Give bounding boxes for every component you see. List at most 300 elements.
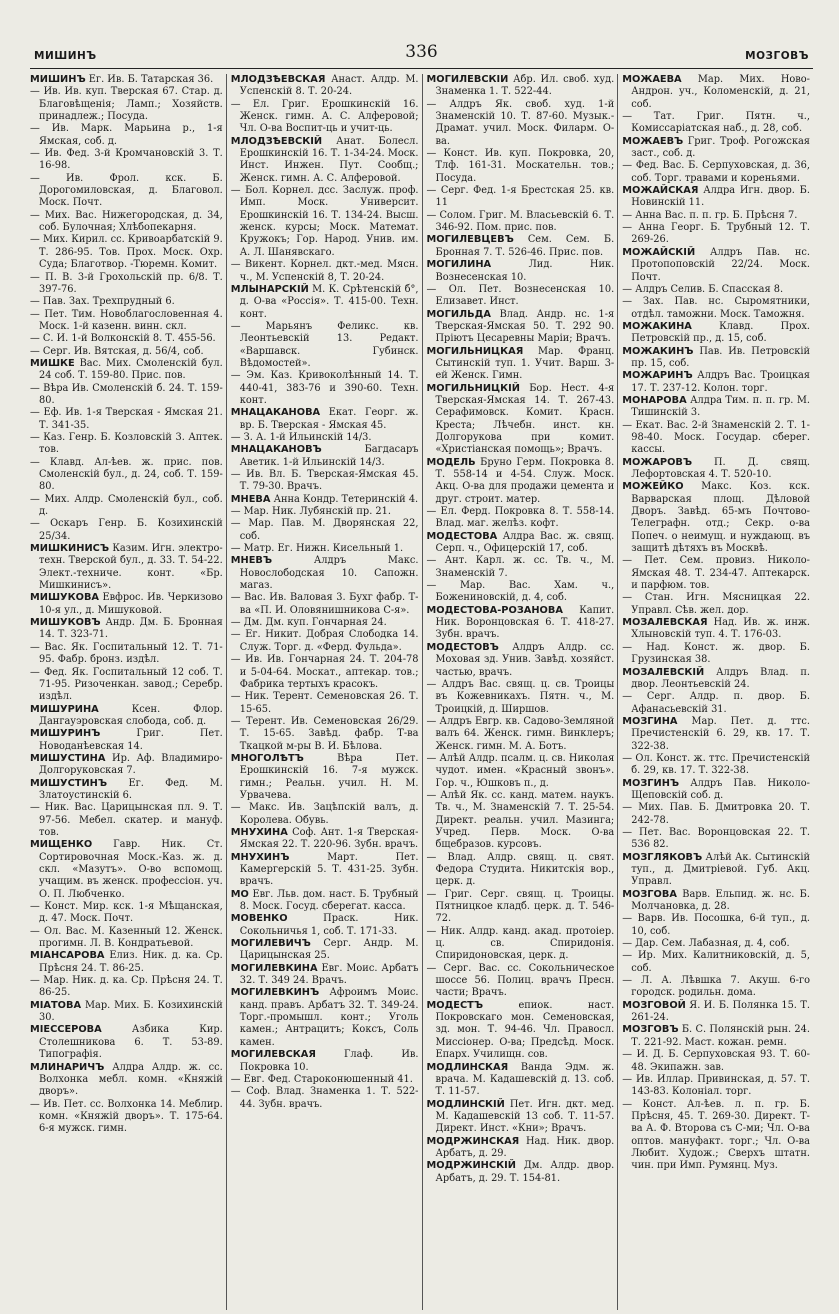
directory-entry <box>622 185 810 210</box>
entry-details: Пет. Игн. дкт. мед. М. Кадашевскій 13 соб. Т. 11-57. Директ. Инст. «Кни»; Врачъ. <box>435 1098 615 1135</box>
directory-entry <box>622 222 810 247</box>
entry-surname: МОНАРОВА <box>622 394 687 406</box>
directory-entry <box>30 592 223 617</box>
entry-details: Анат. Болесл. Ерошкинскій 16. Т. 1-34-24. Моск. Инст. Инжен. Пут. Сообщ.; Женск. гимн. А. С. Алферовой. <box>239 135 419 184</box>
column-2 <box>226 74 422 1310</box>
directory-entry <box>30 975 223 1000</box>
directory-entry <box>231 629 419 654</box>
directory-entry <box>622 160 810 185</box>
entry-details: — Ел. Григ. Ерошкинскій 16. Женск. гимн. А. С. Алферовой; Чл. О-ва Воспит-ць и учит-ць. <box>230 98 419 135</box>
entry-details: — Анна Вас. п. п. гр. Б. Прѣсня 7. <box>622 209 798 221</box>
directory-entry <box>231 691 419 716</box>
directory-entry <box>427 259 615 284</box>
directory-entry <box>30 346 223 358</box>
entry-surname: МИШУСТИНЪ <box>30 777 108 789</box>
entry-details: — Вѣра Ив. Смоленскій б. 24. Т. 159-80. <box>30 382 223 406</box>
directory-entry <box>231 370 419 407</box>
directory-entry <box>622 111 810 136</box>
entry-details: — Пет. Тим. Новоблагословенная 4. Моск. 1-й казенн. винн. скл. <box>30 308 223 332</box>
directory-entry <box>231 543 419 555</box>
entry-details: Капит. Ник. Воронцовская 6. Т. 418-27. Зубн. врачъ. <box>435 604 615 641</box>
directory-entry <box>231 889 419 914</box>
entry-surname: МИШКЕ <box>30 357 75 369</box>
directory-entry <box>427 926 615 963</box>
entry-details: Б. С. Полянскій рын. 24. Т. 221-92. Маст. кожан. ремн. <box>631 1024 810 1048</box>
directory-entry <box>30 272 223 297</box>
directory-entry <box>622 1024 810 1049</box>
entry-surname: МОЖАЕВА <box>622 74 682 85</box>
entry-details: М. К. Срѣтенскій б°, д. О-ва «Россія». Т. 415-00. Техн. конт. <box>239 283 419 320</box>
directory-entry <box>30 728 223 753</box>
entry-details: Алѣй Ак. Сытинскій туп., д. Дмитріевой. Губ. Акц. Управл. <box>631 851 810 888</box>
entry-details: — Анна Георг. Б. Трубный 12. Т. 269-26. <box>622 222 810 246</box>
entry-details: Над. Ив. ж. инж. Хлыновскій туп. 4. Т. 176-03. <box>631 617 810 641</box>
directory-entry <box>427 531 615 556</box>
entry-surname: МОГИЛЬНИЦКІЙ <box>426 382 520 394</box>
header-right-word: МОЗГОВЪ <box>745 50 809 62</box>
directory-entry <box>30 173 223 210</box>
directory-entry <box>622 1049 810 1074</box>
entry-details: Багдасаръ Аветик. 1-й Ильинскій 14/3. <box>239 444 419 468</box>
directory-entry <box>30 296 223 308</box>
directory-entry <box>622 938 810 950</box>
directory-entry <box>30 778 223 803</box>
entry-details: — З. А. 1-й Ильинскій 14/3. <box>230 431 372 443</box>
directory-entry <box>427 1099 615 1136</box>
entry-details: Серг. Андр. М. Царицынская 25. <box>239 938 419 962</box>
entry-surname: МОЖАРИНЪ <box>622 370 693 382</box>
entry-details: — Алдръ Вас. свящ. ц. св. Троицы въ Кожевникахъ. Пятн. ч., М. Троицкій, д. Ширшов. <box>426 678 615 715</box>
directory-entry <box>30 234 223 271</box>
entry-surname: МИШИНЪ <box>30 74 86 85</box>
entry-details: Я. И. Б. Полянка 15. Т. 261-24. <box>631 999 810 1024</box>
directory-entry <box>622 555 810 592</box>
entry-surname: МОДРЖИНСКІЙ <box>426 1160 516 1172</box>
entry-details: Алдръ Влад. п. двор. Леонтьевскій 24. <box>631 666 810 690</box>
directory-entry <box>231 99 419 136</box>
directory-entry <box>30 1099 223 1136</box>
directory-entry <box>622 691 810 716</box>
entry-surname: МОДЕСТОВЪ <box>426 641 499 653</box>
entry-surname: МОГИЛЕВКИНА <box>230 962 318 974</box>
directory-entry <box>622 346 810 371</box>
directory-entry <box>30 901 223 926</box>
directory-entry <box>231 963 419 988</box>
entry-details: Мар. Франц. Сытинскій туп. 1. Учит. Варш. 3-ей Женск. Гимн. <box>435 345 615 382</box>
directory-entry <box>427 852 615 889</box>
directory-entry <box>30 123 223 148</box>
directory-entry <box>622 889 810 914</box>
entry-details: Гавр. Ник. Ст. Сортировочная Моск.-Каз. ж. д. скл. «Мазутъ». О-во вспомощ. учащим. въ женск. профессіон. уч. О. П. Любченко. <box>39 839 223 900</box>
entry-surname: МИШУРИНЪ <box>30 728 101 740</box>
entry-details: — Ант. Карл. ж. сс. Тв. ч., М. Знаменскій 7. <box>426 555 615 579</box>
entry-details: Евфрос. Ив. Черкизово 10-я ул., д. Мишуковой. <box>39 592 223 616</box>
directory-entry <box>231 827 419 852</box>
entry-surname: МЛЫНАРСКІЙ <box>230 283 309 295</box>
entry-details: Клавд. Прох. Петровскій пр., д. 15, соб. <box>631 320 810 345</box>
directory-entry <box>427 1000 615 1062</box>
entry-surname: МОДЛИНСКІЙ <box>426 1098 505 1110</box>
entry-surname: МОДЕСТОВА <box>426 530 498 542</box>
directory-entry <box>622 975 810 1000</box>
column-3 <box>422 74 618 1310</box>
directory-entry <box>622 913 810 938</box>
directory-entry <box>30 494 223 519</box>
directory-entry <box>622 950 810 975</box>
directory-entry <box>30 1000 223 1025</box>
entry-details: Екат. Георг. ж. вр. Б. Тверская - Ямская 45. <box>239 407 419 431</box>
entry-details: — Ег. Никит. Добрая Слободка 14. Служ. Торг. д. «Ферд. Фульда». <box>230 629 419 653</box>
entry-surname: МОГИЛЕВСКІЙ <box>426 74 509 85</box>
entry-details: — П. В. 3-й Грохольскій пр. 6/8. Т. 397-76. <box>30 271 223 295</box>
directory-entry <box>30 950 223 975</box>
directory-entry <box>231 432 419 444</box>
entry-details: — Ол. Конст. ж. ттс. Пречистенскій б. 29, кв. 17. Т. 322-38. <box>622 752 810 777</box>
entry-details: Анна Кондр. Тетеринскій 4. <box>273 493 419 505</box>
directory-entry <box>622 753 810 778</box>
entry-details: П. Д. свящ. Лефортовская 4. Т. 520-10. <box>631 456 810 480</box>
entry-details: — Варв. Ив. Посошка, 6-й туп., д. 10, соб. <box>622 913 810 937</box>
entry-surname: МОДЛИНСКАЯ <box>426 1061 509 1073</box>
entry-details: — Матр. Ег. Нижн. Кисельный 1. <box>230 543 404 555</box>
directory-entry <box>231 802 419 827</box>
directory-entry <box>231 1049 419 1074</box>
entry-details: Алдръ Вас. Троицкая 17. Т. 237-12. Колон. торг. <box>631 370 810 394</box>
directory-entry <box>231 592 419 617</box>
entry-surname: МНЕВЪ <box>230 555 273 567</box>
entry-details: — Дар. Сем. Лабазная, д. 4, соб. <box>622 938 790 950</box>
entry-details: — Над. Конст. ж. двор. Б. Грузинская 38. <box>622 641 810 666</box>
column-1 <box>30 74 226 1310</box>
directory-entry <box>30 518 223 543</box>
entry-surname: МОЗГОВОЙ <box>622 999 686 1011</box>
column-4 <box>617 74 813 1310</box>
directory-entry <box>622 778 810 803</box>
directory-entry <box>622 395 810 420</box>
directory-entry <box>231 555 419 592</box>
directory-entry <box>427 74 615 99</box>
directory-entry <box>231 321 419 370</box>
directory-entry <box>231 913 419 938</box>
entry-details: Ксен. Флор. Дангауэровская слобода, соб. д. <box>39 703 223 727</box>
entry-surname: МО <box>230 888 249 900</box>
entry-surname: МОДЕЛЬ <box>426 456 476 468</box>
entry-details: Бор. Нест. 4-я Тверская-Ямская 14. Т. 267-43. Серафимовск. Комит. Красн. Креста; Лѣчебн. инст. кн. Долгорукова при комит. «Христіанская помощь»; Врачъ. <box>435 382 615 456</box>
directory-entry <box>30 704 223 729</box>
entry-surname: МОДРЖИНСКАЯ <box>426 1135 520 1147</box>
directory-entry <box>622 802 810 827</box>
entry-details: епиок. наст. Покровскаго мон. Семеновская, зд. мон. Т. 94-46. Чл. Правосл. Миссіонер. О-ва; Предсѣд. Моск. Епарх. Училищн. сов. <box>435 999 615 1061</box>
directory-entry <box>427 1160 615 1185</box>
entry-details: Анаст. Алдр. М. Успенскій 8. Т. 20-24. <box>239 74 419 98</box>
directory-entry <box>30 1024 223 1061</box>
entry-details: Елиз. Ник. д. ка. Ср. Прѣсня 24. Т. 86-25. <box>39 950 223 974</box>
entry-details: Алдра Вас. ж. свящ. Серп. ч., Офицерскій 17, соб. <box>435 530 615 555</box>
entry-surname: МОЗГОВЪ <box>622 1024 679 1036</box>
entry-surname: МНУХИНЪ <box>230 851 290 863</box>
entry-details: — Конст. Ал-ѣев. л. п. гр. Б. Прѣсня, 45. Т. 269-30. Директ. Т-ва А. Ф. Второва съ С-ми; Чл. О-ва оптов. мануфакт. торг.; Чл. О-ва Любит. Худож.; Сверхъ штатн. чин. при Имп. Румянц. Муз. <box>622 1098 810 1172</box>
directory-entry <box>30 358 223 383</box>
entry-details: Азбика Кир. Столешникова 6. Т. 53-89. Типографія. <box>39 1024 223 1061</box>
entry-details: Алдра Тим. п. п. гр. М. Тишинскій 3. <box>631 394 810 419</box>
entry-details: Григ. Пет. Новоданѣевская 14. <box>39 728 223 752</box>
entry-details: Алдръ Алдр. сс. Моховая зд. Унив. Завѣд. хозяйст. частью, врачъ. <box>435 641 615 678</box>
entry-details: — Екат. Вас. 2-й Знаменскій 2. Т. 1-98-40. Моск. Государ. сберег. кассы. <box>622 419 810 456</box>
entry-details: — Вас. Ив. Валовая 3. Бухг фабр. Т-ва «П. И. Оловянишникова С-я». <box>230 592 419 616</box>
directory-entry <box>427 1062 615 1099</box>
entry-details: — Ел. Ферд. Покровка 8. Т. 558-14. Влад. маг. желѣз. кофт. <box>426 506 615 530</box>
entry-surname: МНАЦАКАНОВЪ <box>230 444 322 456</box>
directory-entry <box>427 346 615 383</box>
entry-details: — Ник. Терент. Семеновская 26. Т. 15-65. <box>230 691 419 715</box>
directory-entry <box>231 987 419 1049</box>
directory-entry <box>427 555 615 580</box>
entry-details: Алдра Алдр. ж. сс. Волхонка мебл. комн. «Княжій дворъ». <box>39 1061 223 1098</box>
directory-entry <box>30 642 223 667</box>
directory-entry <box>622 296 810 321</box>
entry-details: — Вас. Як. Госпитальный 12. Т. 71-95. Фабр. бронз. издѣл. <box>30 641 223 666</box>
entry-details: — Алдръ Як. своб. худ. 1-й Знаменскій 10. Т. 87-60. Музык.-Драмат. учил. Моск. Филарм. О-ва. <box>426 98 615 147</box>
entry-details: — Ив. Пет. сс. Волхонка 14. Меблир. комн. «Княжій дворъ». Т. 175-64. 6-я мужск. гимн. <box>30 1098 223 1135</box>
entry-surname: МИШУСТИНА <box>30 752 106 764</box>
directory-entry <box>30 802 223 839</box>
directory-entry <box>427 383 615 457</box>
entry-details: — Григ. Серг. свящ. ц. Троицы. Пятницкое кладб. церк. д. Т. 546-72. <box>426 888 615 925</box>
entry-details: Макс. Коз. кск. Варварская площ. Дѣловой Дворъ. Завѣд. 65-мъ Почтово-Телеграфн. отд.; Секр. о-ва Попеч. о неимущ. и нуждающ. въ защитѣ дѣтяхъ въ Москвѣ. <box>631 481 810 555</box>
entry-details: Мар. Пет. д. ттс. Пречистенскій 6. 29, кв. 17. Т. 322-38. <box>631 715 811 752</box>
directory-entry <box>30 1062 223 1099</box>
directory-entry <box>427 185 615 210</box>
entry-surname: МІЕССЕРОВА <box>30 1024 102 1036</box>
entry-details: — Ник. Вас. Царицынская пл. 9. Т. 97-56. Мебел. скатер. и мануф. тов. <box>30 802 223 838</box>
entry-details: — Алдръ Селив. Б. Спасская 8. <box>622 283 784 295</box>
entry-details: — Ол. Вас. М. Казенный 12. Женск. прогимн. Л. В. Кондратьевой. <box>30 925 223 950</box>
directory-entry <box>231 74 419 99</box>
directory-entry <box>30 148 223 173</box>
entry-surname: МОГИЛЬДА <box>426 308 491 320</box>
entry-details: Григ. Троф. Рогожская заст., соб. д. <box>631 135 810 160</box>
entry-details: — Алѣй Алдр. псалм. ц. св. Николая чудот. имен. «Красный звонъ». Гор. ч., Юшковъ п., д. <box>426 752 615 789</box>
entry-surname: МОГИЛЕВИЧЪ <box>230 938 311 950</box>
directory-entry <box>30 432 223 457</box>
entry-surname: МОГИЛЕВСКАЯ <box>230 1049 316 1061</box>
entry-details: — Ив. Вл. Б. Тверская-Ямская 45. Т. 79-30. Врачъ. <box>230 469 419 493</box>
entry-details: Сем. Сем. Б. Бронная 7. Т. 526-46. Прис. пов. <box>435 234 615 258</box>
directory-entry <box>231 136 419 185</box>
entry-surname: МІАНСАРОВА <box>30 950 105 962</box>
entry-details: — И. Д. Б. Серпуховская 93. Т. 60-48. Экипажн. зав. <box>622 1049 810 1073</box>
directory-entry <box>622 420 810 457</box>
entry-details: — Серг. Алдр. п. двор. Б. Афанасьевскій 31. <box>622 691 810 715</box>
directory-entry <box>30 926 223 951</box>
entry-surname: МОЖАКИНА <box>622 320 692 332</box>
entry-details: — Тат. Григ. Пятн. ч., Комиссаріатская наб., д. 28, соб. <box>622 111 810 135</box>
entry-details: — Мар. Пав. М. Дворянская 22, соб. <box>230 518 419 542</box>
directory-entry <box>231 284 419 321</box>
entry-details: — Влад. Алдр. свящ. ц. свят. Федора Студита. Никитскія вор., церк. д. <box>426 851 615 888</box>
directory-entry <box>231 852 419 889</box>
entry-surname: МНАЦАКАНОВА <box>230 407 321 419</box>
directory-entry <box>427 1136 615 1161</box>
entry-details: — Викент. Корнел. дкт.-мед. Мясн. ч., М. Успенскій 8, Т. 20-24. <box>230 259 419 283</box>
directory-entry <box>231 1074 419 1086</box>
entry-details: — Мар. Ник. д. ка. Ср. Прѣсня 24. Т. 86-25. <box>30 975 223 999</box>
entry-details: Андр. Дм. Б. Бронная 14. Т. 323-71. <box>39 617 223 641</box>
entry-details: — Терент. Ив. Семеновская 26/29. Т. 15-65. Завѣд. фабр. Т-ва Ткацкой м-ры В. И. Бѣлова. <box>230 715 419 752</box>
entry-details: Алдръ Пав. Николо-Щеповскій соб. д. <box>631 777 810 801</box>
directory-entry <box>427 234 615 259</box>
entry-details: — Серг. Ив. Вятская, д. 56/4, соб. <box>30 345 204 357</box>
entry-details: — Ив. Фед. 3-й Кромчановскій 3. Т. 16-98. <box>30 148 223 172</box>
entry-surname: МОГИЛЕВКИНЪ <box>230 987 320 999</box>
directory-entry <box>30 839 223 901</box>
entry-details: Алдра Игн. двор. Б. Новинскій 11. <box>631 185 810 209</box>
directory-entry <box>622 1099 810 1173</box>
directory-entry <box>427 309 615 346</box>
entry-surname: МИШКИНИСЪ <box>30 543 110 555</box>
entry-details: — Еф. Ив. 1-я Тверская - Ямская 21. Т. 341-35. <box>30 407 223 431</box>
entry-surname: МИШУРИНА <box>30 703 99 715</box>
entry-surname: МНУХИНА <box>230 826 288 838</box>
entry-details: — Ив. Ив. куп. Тверская 67. Стар. д. Благовѣщенія; Ламп.; Хозяйств. принадлеж.; Посуда. <box>30 86 223 123</box>
entry-details: — Ив. Ив. Гончарная 24. Т. 204-78 и 5-04-64. Москат., аптекар. тов.; Фабрика тертыхъ красокъ. <box>230 654 419 690</box>
directory-entry <box>30 333 223 345</box>
entry-details: — Пет. Вас. Воронцовская 22. Т. 536 82. <box>622 826 810 851</box>
entry-details: Лид. Ник. Вознесенская 10. <box>435 259 615 283</box>
entry-details: — Фед. Вас. Б. Серпуховская, д. 36, соб. Торг. травами и кореньями. <box>622 160 810 184</box>
directory-entry <box>231 1086 419 1111</box>
entry-details: Мар. Мих. Б. Козихинскій 30. <box>39 999 223 1024</box>
directory-entry <box>427 580 615 605</box>
directory-entry <box>622 370 810 395</box>
entry-details: — С. И. 1-й Волконскій 8. Т. 455-56. <box>30 333 216 345</box>
entry-details: — Клавд. Ал-ѣев. ж. прис. пов. Смоленскій бул., д. 24, соб. Т. 159-80. <box>30 456 223 493</box>
entry-details: Соф. Ант. 1-я Тверская-Ямская 22. Т. 220-96. Зубн. врачъ. <box>239 826 419 851</box>
entry-details: Афроимъ Моис. канд. правъ. Арбатъ 32. Т. 349-24. Торг.-промышл. конт.; Уголь камен.; Антрацитъ; Коксъ, Соль камен. <box>239 987 419 1048</box>
directory-entry <box>622 481 810 555</box>
entry-details: — Ив. Фрол. кск. Б. Дорогомиловская, д. Благовол. Моск. Почт. <box>30 172 223 209</box>
directory-entry <box>30 753 223 778</box>
entry-details: — Зах. Пав. нс. Сыромятники, отдѣл. таможни. Моск. Таможня. <box>622 296 810 320</box>
directory-entry <box>30 383 223 408</box>
directory-entry <box>231 469 419 494</box>
directory-entry <box>622 1000 810 1025</box>
entry-details: Ир. Аф. Владимиро-Долгоруковская 7. <box>39 752 223 777</box>
entry-details: — Ир. Мих. Калитниковскій, д. 5, соб. <box>622 950 810 974</box>
directory-entry <box>231 654 419 691</box>
entry-details: — Каз. Генр. Б. Козловскій 3. Аптек. тов. <box>30 431 223 456</box>
entry-surname: МОДЕСТОВА-РОЗАНОВА <box>426 604 563 616</box>
entry-surname: МЛОДЗѢЕВСКАЯ <box>230 74 326 85</box>
entry-details: — Евг. Фед. Староконюшенный 41. <box>230 1073 413 1085</box>
directory-entry <box>231 518 419 543</box>
directory-entry <box>231 938 419 963</box>
entry-surname: МОЖАЙСКАЯ <box>622 185 699 197</box>
directory-entry <box>30 86 223 123</box>
entry-details: — Мих. Кирил. сс. Кривоарбатскій 9. Т. 286-95. Тов. Прох. Моск. Охр. Суда; Благотвор. -Тюремн. Комит. <box>30 234 223 271</box>
directory-entry <box>231 185 419 259</box>
entry-details: — Алѣй Як. сс. канд. матем. наукъ. Тв. ч., М. Знаменскій 7. Т. 25-54. Директ. реальн. учил. Мазинга; Учред. Перв. Моск. О-ва бщебразов. курсовъ. <box>426 789 615 851</box>
entry-surname: МОЖАЕВЪ <box>622 135 684 147</box>
entry-surname: МНОГОЛѢТЪ <box>230 752 304 764</box>
directory-entry <box>622 667 810 692</box>
entry-details: — Ив. Иллар. Привинская, д. 57. Т. 143-83. Колоніал. торг. <box>622 1073 810 1098</box>
entry-surname: МОЗАЛЕВСКАЯ <box>622 617 708 629</box>
directory-entry <box>622 716 810 753</box>
entry-surname: МОЖАКИНЪ <box>622 345 694 357</box>
entry-surname: МОГИЛИНА <box>426 259 492 271</box>
entry-details: — Мих. Вас. Нижегородская, д. 34, соб. Булочная; Хлѣбопекарня. <box>30 209 223 234</box>
entry-details: — Фед. Як. Госпитальный 12 соб. Т. 71-95. Ризоченкан. завод.; Серебр. издѣл. <box>30 666 223 703</box>
directory-entry <box>622 1074 810 1099</box>
entry-surname: МОЗГЛЯКОВЪ <box>622 851 703 863</box>
entry-surname: МОВЕНКО <box>230 913 288 925</box>
entry-surname: МЛОДЗѢЕВСКІЙ <box>230 135 323 147</box>
entry-surname: МОЗАЛЕВСКІЙ <box>622 666 705 678</box>
entry-details: — Мар. Вас. Хам. ч., Божениновскій, д. 4, соб. <box>426 580 615 604</box>
entry-details: Праск. Ник. Сокольничья 1, соб. Т. 171-33. <box>239 913 419 937</box>
directory-entry <box>622 247 810 284</box>
directory-entry <box>30 617 223 642</box>
entry-details: Март. Пет. Камергерскій 5. Т. 431-25. Зубн. врачъ. <box>239 851 419 888</box>
entry-details: — Ол. Пет. Вознесенская 10. Елизавет. Инст. <box>426 283 615 308</box>
entry-details: — Соф. Влад. Знаменка 1. Т. 522-44. Зубн. врачъ. <box>230 1086 419 1110</box>
entry-details: Алдръ Макс. Новослободская 10. Сапожн. магаз. <box>239 555 419 592</box>
entry-details: Влад. Андр. нс. 1-я Тверская-Ямская 50. Т. 292 90. Пріютъ Цесаревны Маріи; Врачъ. <box>435 308 615 345</box>
entry-surname: МОДЕСТЪ <box>426 999 484 1011</box>
entry-surname: МИЩЕНКО <box>30 839 93 851</box>
entry-details: Вѣра Пет. Ерошкинскій 16. 7-я мужск. гимн.; Реальн. учил. Н. М. Урвачева. <box>239 752 419 801</box>
directory-entry <box>622 852 810 889</box>
entry-details: — Оскаръ Генр. Б. Козихинскій 25/34. <box>30 518 223 542</box>
entry-surname: МЛИНАРИЧЪ <box>30 1061 105 1073</box>
entry-details: Пав. Ив. Петровскій пр. 15, соб. <box>631 345 810 369</box>
entry-details: Ег. Ив. Б. Татарская 36. <box>88 74 214 85</box>
entry-surname: МОГИЛЬНИЦКАЯ <box>426 345 524 357</box>
entry-details: — Алдръ Евгр. кв. Садово-Земляной валъ 64. Женск. гимн. Винклеръ; Женск. гимн. М. А. Ботъ. <box>426 715 615 752</box>
directory-entry <box>622 210 810 222</box>
entry-details: Мар. Мих. Ново-Андрон. уч., Коломенскій, д. 21, соб. <box>631 74 810 110</box>
entry-details: — Пав. Зах. Трехпрудный 6. <box>30 296 175 308</box>
directory-entry <box>622 321 810 346</box>
directory-entry <box>231 753 419 802</box>
directory-entry <box>622 74 810 111</box>
entry-details: Евг. Моис. Арбатъ 32. Т. 349 24. Врачъ. <box>239 962 419 987</box>
entry-surname: МОЖАРОВЪ <box>622 456 693 468</box>
directory-entry <box>622 457 810 482</box>
directory-entry <box>30 667 223 704</box>
directory-entry <box>30 543 223 592</box>
entry-details: — Мих. Алдр. Смоленскій бул., соб. д. <box>30 493 223 518</box>
directory-entry <box>231 259 419 284</box>
entry-details: — Конст. Ив. куп. Покровка, 20, Тлф. 161-31. Москательн. тов.; Посуда. <box>426 148 615 184</box>
directory-entry <box>427 642 615 679</box>
entry-surname: МОЖАЙСКІЙ <box>622 246 696 258</box>
entry-details: Бруно Герм. Покровка 8. Т. 558-14 и 4-54. Служ. Моск. Акц. О-ва для продажи цемента и друг. строит. матер. <box>435 456 615 505</box>
directory-entry <box>622 827 810 852</box>
entry-surname: МОЗГОВА <box>622 888 677 900</box>
entry-details: — Конст. Мир. кск. 1-я Мѣщанская, д. 47. Моск. Почт. <box>30 901 223 925</box>
entry-details: — Л. А. Лѣвшка 7. Акуш. 6-го городск. родильн. дома. <box>622 975 810 999</box>
page-header <box>30 42 813 69</box>
entry-surname: МОЗГИНА <box>622 715 678 727</box>
entry-details: — Эм. Каз. Кривоколѣнный 14. Т. 440-41, 383-76 и 390-60. Техн. конт. <box>230 370 419 406</box>
directory-entry <box>427 457 615 506</box>
entry-details: Ег. Фед. М. Златоустинскій 6. <box>39 777 223 801</box>
directory-entry <box>30 74 223 86</box>
directory-entry <box>231 494 419 506</box>
entry-details: — Марьянъ Феликс. кв. Леонтьевскій 13. Редакт. «Варшавск. Губинск. Вѣдомостей». <box>230 320 419 369</box>
